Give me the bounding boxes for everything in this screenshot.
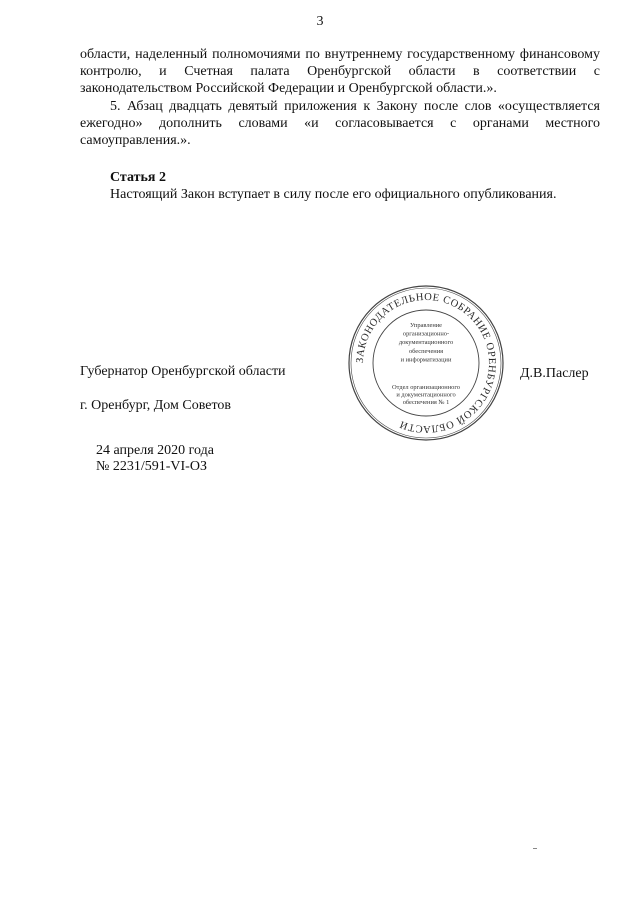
- official-seal: [346, 283, 506, 443]
- law-number: № 2231/591-VI-ОЗ: [96, 459, 207, 474]
- signatory-title: Губернатор Оренбургской области: [80, 364, 286, 379]
- signing-date: 24 апреля 2020 года: [96, 443, 214, 458]
- article-text: Настоящий Закон вступает в силу после его официального опубликования.: [110, 187, 557, 202]
- seal-inner-text-group: [392, 322, 460, 406]
- seal-lower-line: обеспечения № 1: [402, 398, 450, 406]
- seal-inner-line: Управление: [409, 322, 443, 329]
- seal-inner-line: организационно-: [402, 330, 450, 338]
- seal-graphic: [346, 283, 506, 443]
- seal-inner-line: документационного: [398, 339, 454, 347]
- scan-mark: [533, 848, 537, 849]
- seal-inner-line: обеспечения: [408, 347, 444, 355]
- body-paragraph-2: 5. Абзац двадцать девятый приложения к Закону после слов «осуществляется ежегодно» дополнить словами «и согласовывается с органами местного самоуправления.».: [80, 99, 600, 148]
- signatory-name: Д.В.Паслер: [520, 366, 589, 381]
- body-paragraph-1: области, наделенный полномочиями по внутреннему государственному финансовому контролю, и Счетная палата Оренбургской области в соответствии с законодательством Российской Федерации и Оренбургской области.».: [80, 47, 600, 96]
- seal-ring-textpath: ЗАКОНОДАТЕЛЬНОЕ СОБРАНИЕ ОРЕНБУРГСКОЙ ОБЛАСТИ: [354, 291, 498, 435]
- page-number: 3: [316, 14, 324, 29]
- signing-place: г. Оренбург, Дом Советов: [80, 398, 231, 413]
- seal-lower-line: Отдел организационного: [392, 384, 460, 391]
- article-heading: Статья 2: [110, 170, 166, 185]
- seal-inner-line: и информатизации: [400, 356, 452, 364]
- seal-lower-line: и документационного: [396, 391, 456, 399]
